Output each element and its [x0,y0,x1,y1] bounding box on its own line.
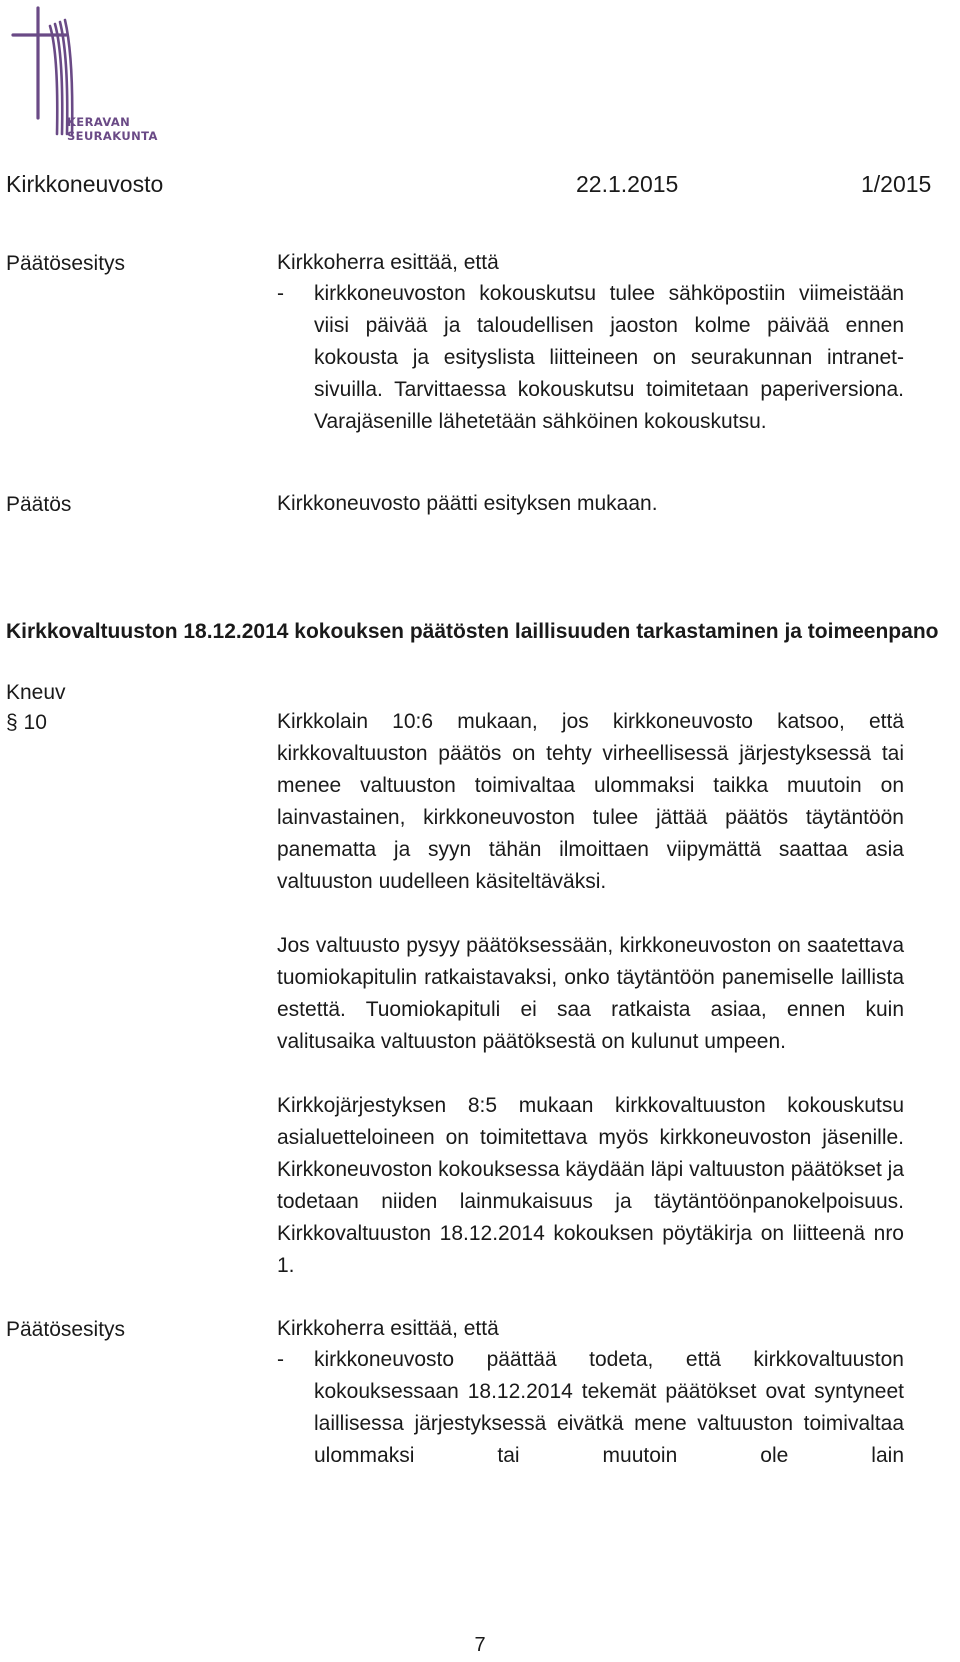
decision-text: Kirkkoneuvosto päätti esityksen mukaan. [277,492,658,515]
item-title: Kirkkovaltuuston 18.12.2014 kokouksen päätösten laillisuuden tarkastaminen ja toimeenpano [6,620,939,643]
logo-line-1: KERAVAN [67,115,131,129]
logo-wordmark [67,116,158,143]
proposal-dash: - [277,282,284,305]
logo-line-2: SEURAKUNTA [67,128,158,143]
paragraph: Jos valtuusto pysyy päätöksessään, kirkkoneuvoston on saatettava tuomiokapitulin ratkaistavaksi, onko täytäntöön panemiselle laillista estettä. Tuomiokapituli ei saa ratkaista asiaa, ennen kuin valitusaika valtuuston päätöksestä on kulunut umpeen. [277,934,904,1053]
proposal-label: Päätösesitys [6,252,126,275]
item-proposal-text: kirkkoneuvosto päättää todeta, että kirkkovaltuuston kokouksessaan 18.12.2014 tekemät päätökset ovat syntyneet laillisessa järjestyksessä eivätkä mene valtuuston toimivaltaa ulommaksi tai muutoin ole lain [314,1348,904,1467]
header-date: 22.1.2015 [576,171,679,197]
paragraph: Kirkkolain 10:6 mukaan, jos kirkkoneuvosto katsoo, että kirkkovaltuuston päätös on tehty virheellisessä järjestyksessä tai menee valtuuston toimivaltaa ulommaksi taikka muutoin on lainvastainen, kirkkoneuvoston tulee jättää päätös täytäntöön panematta ja syyn tähän ilmoittaen viipymättä saattaa asia valtuuston uudelleen käsiteltäväksi. [277,710,904,893]
section-number: § 10 [6,711,47,734]
body-label: Kneuv [6,681,66,704]
header-meeting-number: 1/2015 [861,171,932,197]
item-paragraphs [277,706,904,1282]
decision-label: Päätös [6,493,72,516]
item-proposal-label: Päätösesitys [6,1318,126,1341]
proposal-intro: Kirkkoherra esittää, että [277,251,499,274]
page-number: 7 [474,1634,486,1656]
item-proposal-intro: Kirkkoherra esittää, että [277,1317,499,1340]
paragraph: Kirkkojärjestyksen 8:5 mukaan kirkkovaltuuston kokouskutsu asialuetteloineen on toimitettava myös kirkkoneuvoston jäsenille. Kirkkoneuvoston kokouksessa käydään läpi valtuuston päätökset ja todetaan niiden lainmukaisuus ja täytäntöönpanokelpoisuus. Kirkkovaltuuston 18.12.2014 kokouksen pöytäkirja on liitteenä nro 1. [277,1094,904,1277]
proposal-text: kirkkoneuvoston kokouskutsu tulee sähköpostiin viimeistään viisi päivää ja taloudellisen jaoston kolme päivää ennen kokousta ja esityslista liitteineen on seurakunnan intranet-sivuilla. Tarvittaessa kokouskutsu toimitetaan paperiversiona. Varajäsenille lähetetään sähköinen kokouskutsu. [314,282,904,433]
item-proposal-dash: - [277,1348,284,1371]
header-body-name: Kirkkoneuvosto [6,171,164,197]
